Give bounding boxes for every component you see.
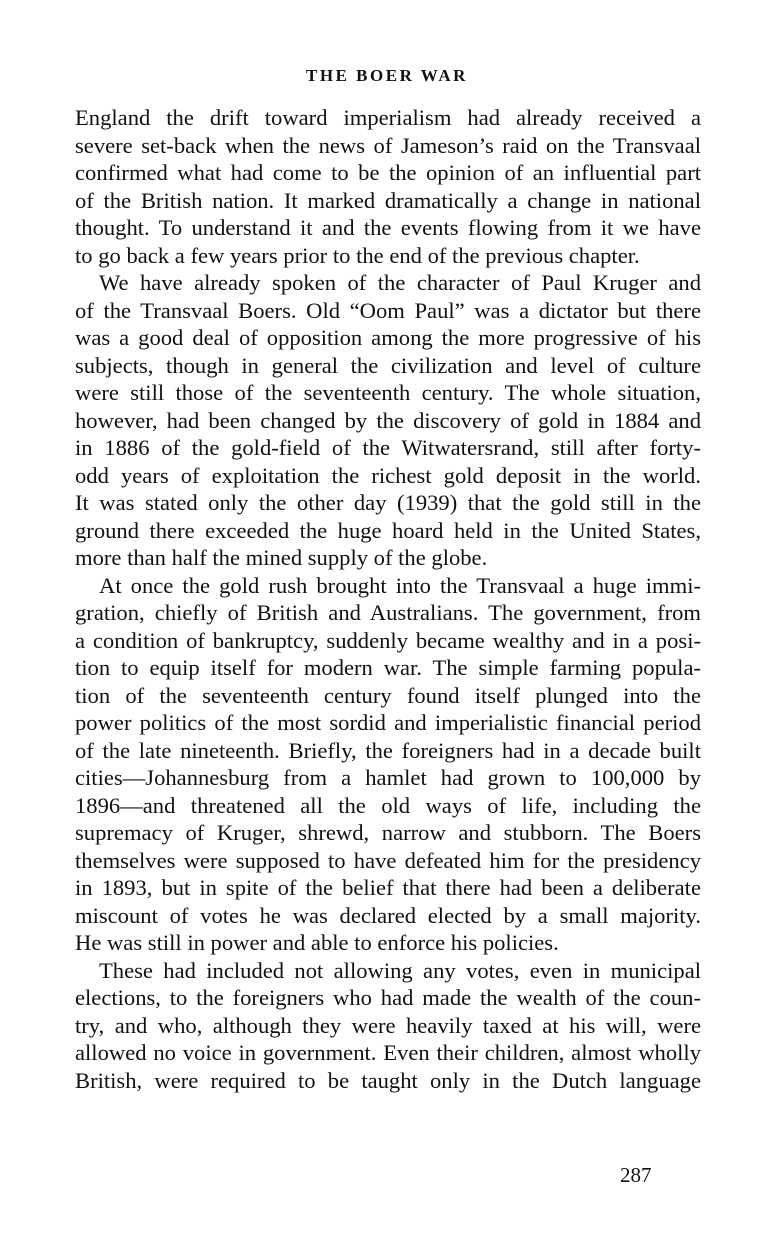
- text-line: in 1886 of the gold-field of the Witwatersrand, still after forty-: [75, 435, 701, 460]
- text-line: England the drift toward imperialism had already received a: [75, 105, 701, 130]
- text-line: to go back a few years prior to the end of the previous chapter.: [75, 242, 640, 268]
- paragraph-2: [75, 269, 701, 572]
- text-line: gration, chiefly of British and Australians. The government, from: [75, 600, 701, 625]
- text-line: He was still in power and able to enforce his policies.: [75, 930, 559, 955]
- text-line: odd years of exploitation the richest gold deposit in the world.: [75, 462, 701, 488]
- text-line: a condition of bankruptcy, suddenly became wealthy and in a posi-: [75, 627, 701, 653]
- text-line: subjects, though in general the civilization and level of culture: [75, 352, 701, 378]
- text-line: 1896—and threatened all the old ways of life, including the: [75, 792, 701, 818]
- text-line: was a good deal of opposition among the more progressive of his: [75, 325, 701, 350]
- text-line: tion to equip itself for modern war. The simple farming popula-: [75, 655, 701, 680]
- text-line: It was stated only the other day (1939) that the gold still in the: [75, 490, 701, 515]
- text-line: of the Transvaal Boers. Old “Oom Paul” was a dictator but there: [75, 297, 701, 323]
- text-line: These had included not allowing any votes, even in municipal: [99, 957, 701, 983]
- text-line: cities—Johannesburg from a hamlet had grown to 100,000 by: [75, 765, 701, 790]
- paragraph-1: [75, 104, 701, 269]
- text-line: more than half the mined supply of the globe.: [75, 545, 488, 570]
- paragraph-4: [75, 957, 701, 1095]
- text-line: however, had been changed by the discovery of gold in 1884 and: [75, 407, 701, 433]
- text-line: of the late nineteenth. Briefly, the foreigners had in a decade built: [75, 737, 701, 763]
- text-line: power politics of the most sordid and imperialistic financial period: [75, 710, 701, 735]
- text-line: British, were required to be taught only in the Dutch language: [75, 1067, 701, 1093]
- text-line: miscount of votes he was declared elected by a small majority.: [75, 902, 701, 928]
- running-head: THE BOER WAR: [306, 66, 468, 85]
- text-line: allowed no voice in government. Even their children, almost wholly: [75, 1040, 701, 1065]
- text-line: We have already spoken of the character of Paul Kruger and: [99, 270, 701, 295]
- text-line: of the British nation. It marked dramatically a change in national: [75, 187, 701, 213]
- text-line: themselves were supposed to have defeated him for the presidency: [75, 847, 701, 873]
- text-line: in 1893, but in spite of the belief that there had been a deliberate: [75, 875, 701, 900]
- text-line: supremacy of Kruger, shrewd, narrow and stubborn. The Boers: [75, 820, 701, 845]
- page-number: 287: [620, 1163, 652, 1187]
- text-line: At once the gold rush brought into the Transvaal a huge immi-: [99, 572, 701, 598]
- text-line: were still those of the seventeenth century. The whole situation,: [75, 380, 701, 405]
- text-line: tion of the seventeenth century found itself plunged into the: [75, 682, 701, 708]
- text-line: confirmed what had come to be the opinion of an influential part: [75, 160, 701, 185]
- paragraph-3: [75, 572, 701, 957]
- body-text: [75, 104, 701, 1094]
- text-line: thought. To understand it and the events flowing from it we have: [75, 215, 701, 240]
- text-line: elections, to the foreigners who had made the wealth of the coun-: [75, 985, 701, 1010]
- text-line: ground there exceeded the huge hoard held in the United States,: [75, 517, 701, 543]
- text-line: severe set-back when the news of Jameson’s raid on the Transvaal: [75, 132, 701, 158]
- text-line: try, and who, although they were heavily taxed at his will, were: [75, 1012, 701, 1038]
